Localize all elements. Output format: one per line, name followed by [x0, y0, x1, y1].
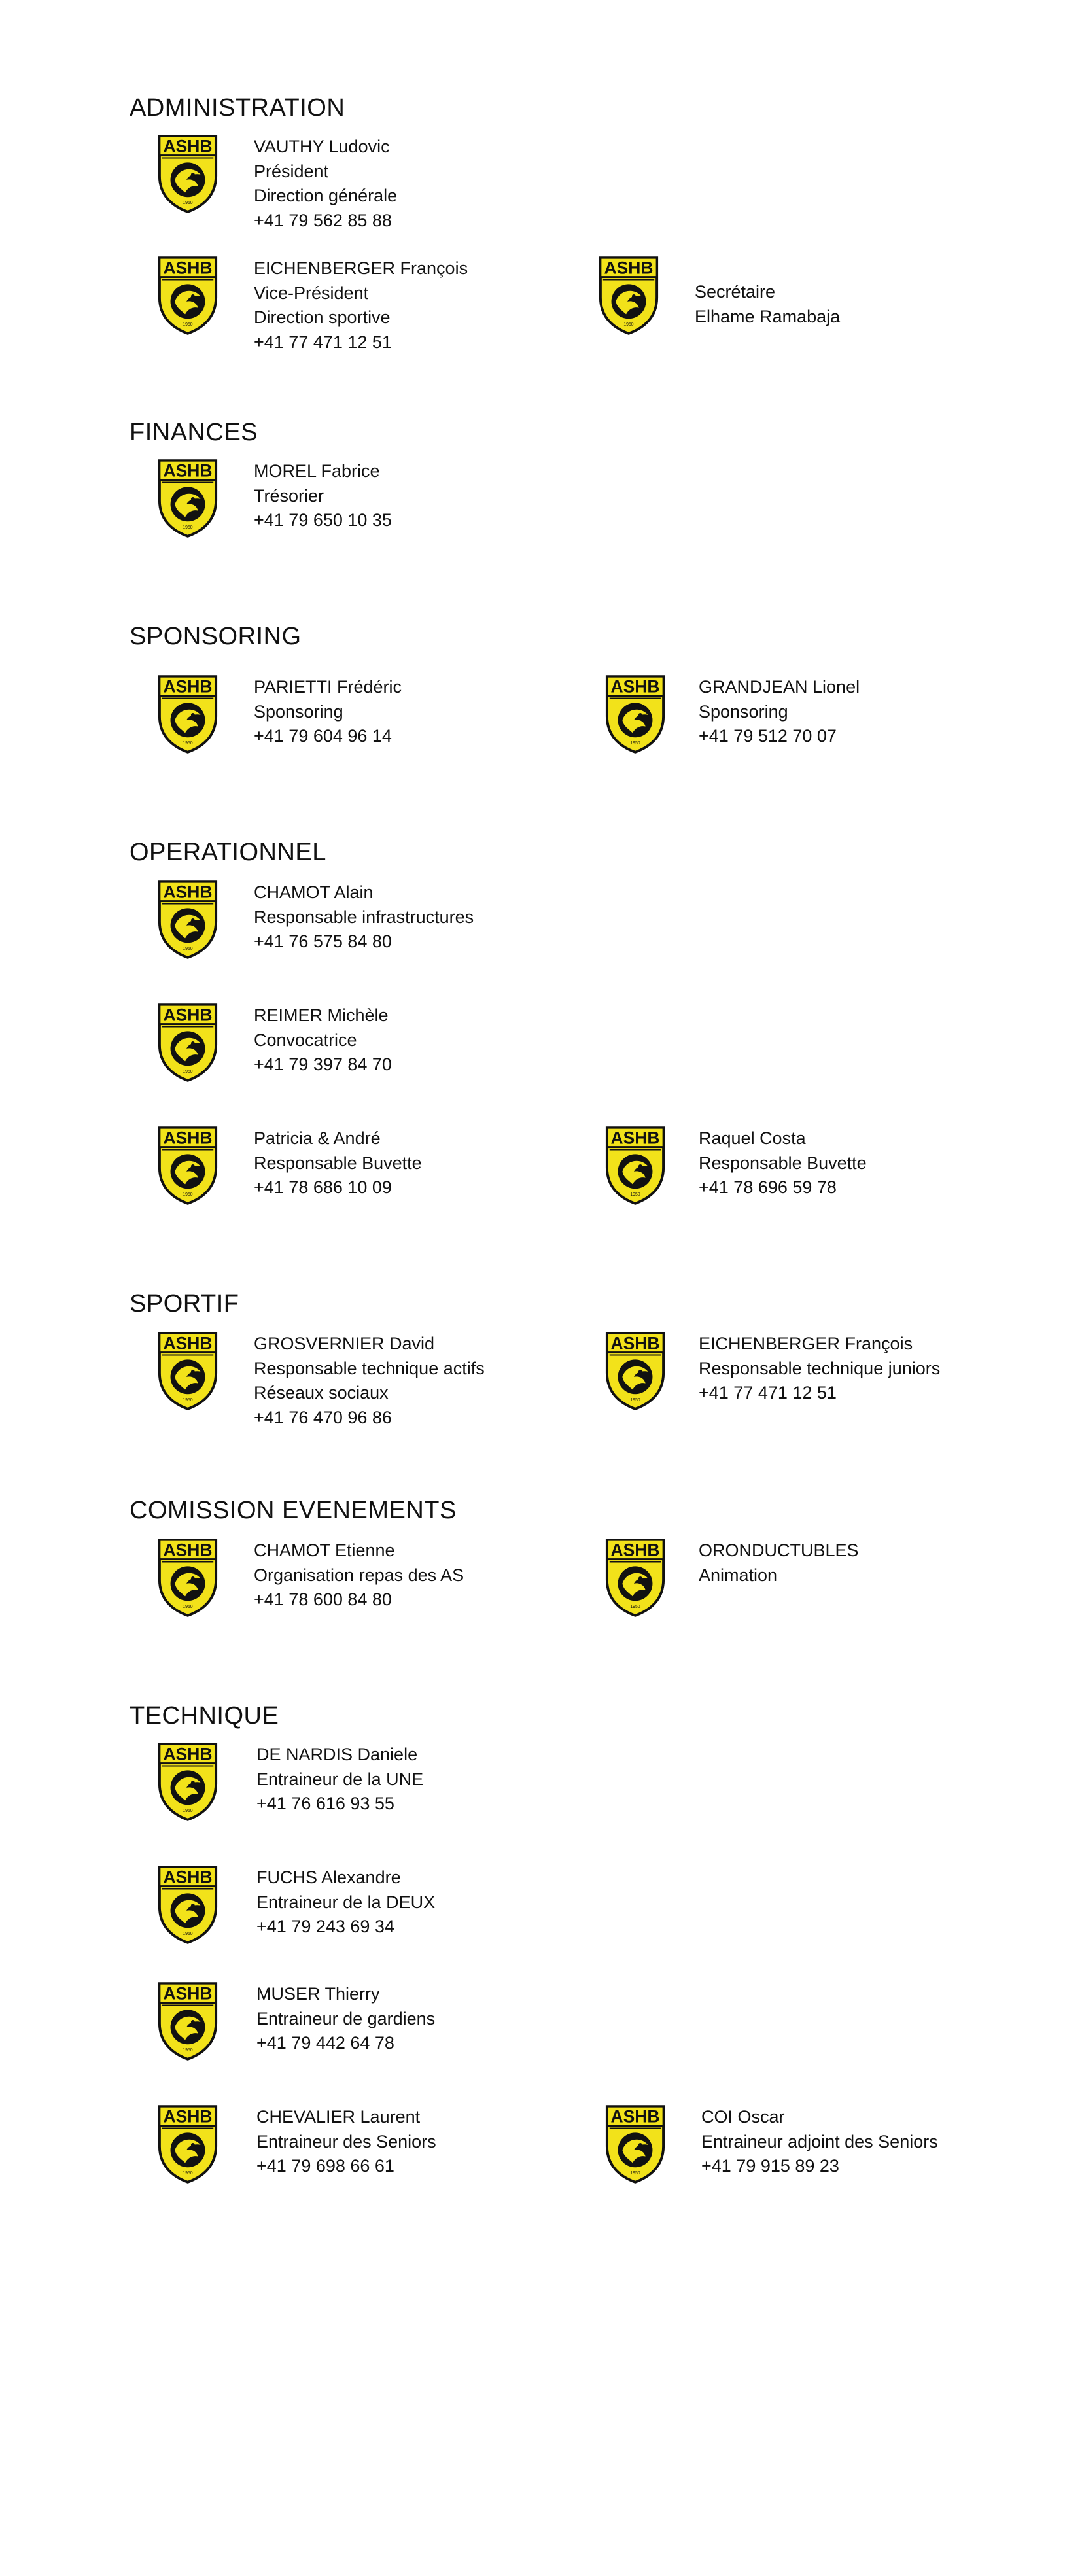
- contact-phone: +41 79 512 70 07: [699, 726, 837, 746]
- ashb-club-crest-icon: [603, 674, 667, 755]
- ashb-club-crest-icon: [156, 1864, 220, 1945]
- contact-role: Entraineur de la UNE: [256, 1769, 424, 1789]
- contact-info: [254, 1126, 422, 1200]
- contact-phone: +41 76 470 96 86: [254, 1407, 392, 1427]
- contact-name: CHEVALIER Laurent: [256, 2107, 421, 2127]
- contact-role: Animation: [699, 1565, 778, 1585]
- ashb-club-crest-icon: [603, 1125, 667, 1206]
- contact-role: Responsable Buvette: [699, 1153, 867, 1173]
- contact-name: COI Oscar: [701, 2107, 785, 2127]
- ashb-club-crest-icon: [156, 1125, 220, 1206]
- ashb-club-crest-icon: [156, 1002, 220, 1083]
- contact-role: Entraineur adjoint des Seniors: [701, 2131, 938, 2151]
- contact-info: [254, 459, 392, 533]
- contact-phone: +41 76 575 84 80: [254, 931, 392, 951]
- section-title-sportif: SPORTIF: [130, 1290, 239, 1317]
- contact-name: MOREL Fabrice: [254, 461, 380, 481]
- contact-role: Entraineur des Seniors: [256, 2131, 436, 2151]
- contact-info: [254, 1539, 464, 1612]
- contact-role: Direction sportive: [254, 307, 391, 327]
- contact-phone: +41 78 686 10 09: [254, 1177, 392, 1197]
- contact-name: Elhame Ramabaja: [695, 306, 841, 326]
- contact-role: Président: [254, 161, 329, 181]
- contact-name: Raquel Costa: [699, 1128, 806, 1148]
- contact-name: EICHENBERGER François: [699, 1334, 913, 1353]
- contact-role: Trésorier: [254, 485, 324, 506]
- section-title-operationnel: OPERATIONNEL: [130, 839, 326, 866]
- ashb-club-crest-icon: [156, 458, 220, 539]
- contact-role: Entraineur de la DEUX: [256, 1892, 436, 1912]
- contact-name: DE NARDIS Daniele: [256, 1745, 418, 1764]
- contact-phone: +41 79 562 85 88: [254, 210, 392, 230]
- contact-name: REIMER Michèle: [254, 1005, 389, 1025]
- contact-phone: +41 79 915 89 23: [701, 2156, 839, 2176]
- contact-role: Responsable technique juniors: [699, 1358, 941, 1378]
- section-title-comission-evenements: COMISSION EVENEMENTS: [130, 1497, 457, 1524]
- contact-phone: +41 78 600 84 80: [254, 1590, 392, 1609]
- ashb-club-crest-icon: [156, 1741, 220, 1822]
- contact-role: Réseaux sociaux: [254, 1383, 389, 1402]
- contact-name: CHAMOT Alain: [254, 882, 374, 902]
- contact-name: Patricia & André: [254, 1128, 381, 1148]
- ashb-club-crest-icon: [156, 1981, 220, 2062]
- contact-phone: +41 77 471 12 51: [699, 1383, 837, 1402]
- contact-info: [699, 1126, 867, 1200]
- contact-phone: +41 76 616 93 55: [256, 1794, 394, 1813]
- contact-phone: +41 78 696 59 78: [699, 1177, 837, 1197]
- contact-phone: +41 79 698 66 61: [256, 2156, 394, 2176]
- section-title-technique: TECHNIQUE: [130, 1702, 279, 1730]
- ashb-club-crest-icon: [156, 133, 220, 215]
- contact-role: Secrétaire: [695, 282, 776, 302]
- contact-name: PARIETTI Frédéric: [254, 677, 402, 697]
- contact-info: [254, 256, 468, 355]
- contact-role: Convocatrice: [254, 1030, 357, 1050]
- contact-name: MUSER Thierry: [256, 1984, 380, 2004]
- contact-info: [254, 675, 402, 749]
- contact-role: Sponsoring: [699, 701, 788, 722]
- contact-name: FUCHS Alexandre: [256, 1868, 401, 1887]
- contact-name: GRANDJEAN Lionel: [699, 677, 860, 697]
- contact-info: [256, 1982, 435, 2056]
- ashb-club-crest-icon: [603, 1537, 667, 1618]
- contact-info: [256, 1866, 435, 1940]
- contact-role: Responsable infrastructures: [254, 907, 474, 927]
- contact-phone: +41 79 650 10 35: [254, 510, 392, 530]
- contact-role: Responsable Buvette: [254, 1153, 422, 1173]
- ashb-club-crest-icon: [156, 1331, 220, 1412]
- ashb-club-crest-icon: [597, 255, 661, 336]
- ashb-club-crest-icon: [603, 2104, 667, 2185]
- contact-info: [254, 880, 474, 954]
- ashb-club-crest-icon: [156, 879, 220, 960]
- contact-info: [254, 1332, 485, 1430]
- contact-phone: +41 79 604 96 14: [254, 726, 392, 746]
- section-title-sponsoring: SPONSORING: [130, 623, 302, 650]
- ashb-club-crest-icon: [603, 1331, 667, 1412]
- ashb-club-crest-icon: [156, 255, 220, 336]
- contact-role: Organisation repas des AS: [254, 1565, 464, 1585]
- ashb-club-crest-icon: [156, 674, 220, 755]
- contact-phone: +41 79 397 84 70: [254, 1054, 392, 1074]
- contact-role: Entraineur de gardiens: [256, 2008, 436, 2028]
- contact-info: [256, 2105, 436, 2179]
- section-title-finances: FINANCES: [130, 419, 258, 446]
- contact-name: VAUTHY Ludovic: [254, 137, 390, 156]
- contact-role: Vice-Président: [254, 283, 369, 303]
- contact-info: [699, 1332, 940, 1406]
- contact-info: [699, 1539, 859, 1588]
- ashb-club-crest-icon: [156, 1537, 220, 1618]
- contact-name: GROSVERNIER David: [254, 1334, 435, 1353]
- contact-info: [699, 675, 860, 749]
- ashb-club-crest-icon: [156, 2104, 220, 2185]
- contact-phone: +41 79 442 64 78: [256, 2033, 394, 2053]
- contact-info: [256, 1743, 423, 1817]
- section-title-administration: ADMINISTRATION: [130, 94, 345, 122]
- contact-role: Sponsoring: [254, 701, 343, 722]
- contact-name: CHAMOT Etienne: [254, 1540, 395, 1560]
- contact-info: [701, 2105, 938, 2179]
- contact-info: [254, 135, 397, 233]
- contact-name: EICHENBERGER François: [254, 258, 468, 278]
- contact-info: [695, 280, 840, 329]
- contact-name: ORONDUCTUBLES: [699, 1540, 859, 1560]
- contact-role: Responsable technique actifs: [254, 1358, 485, 1378]
- contact-info: [254, 1003, 392, 1077]
- contact-role: Direction générale: [254, 186, 398, 205]
- contact-phone: +41 77 471 12 51: [254, 332, 392, 352]
- contact-phone: +41 79 243 69 34: [256, 1917, 394, 1936]
